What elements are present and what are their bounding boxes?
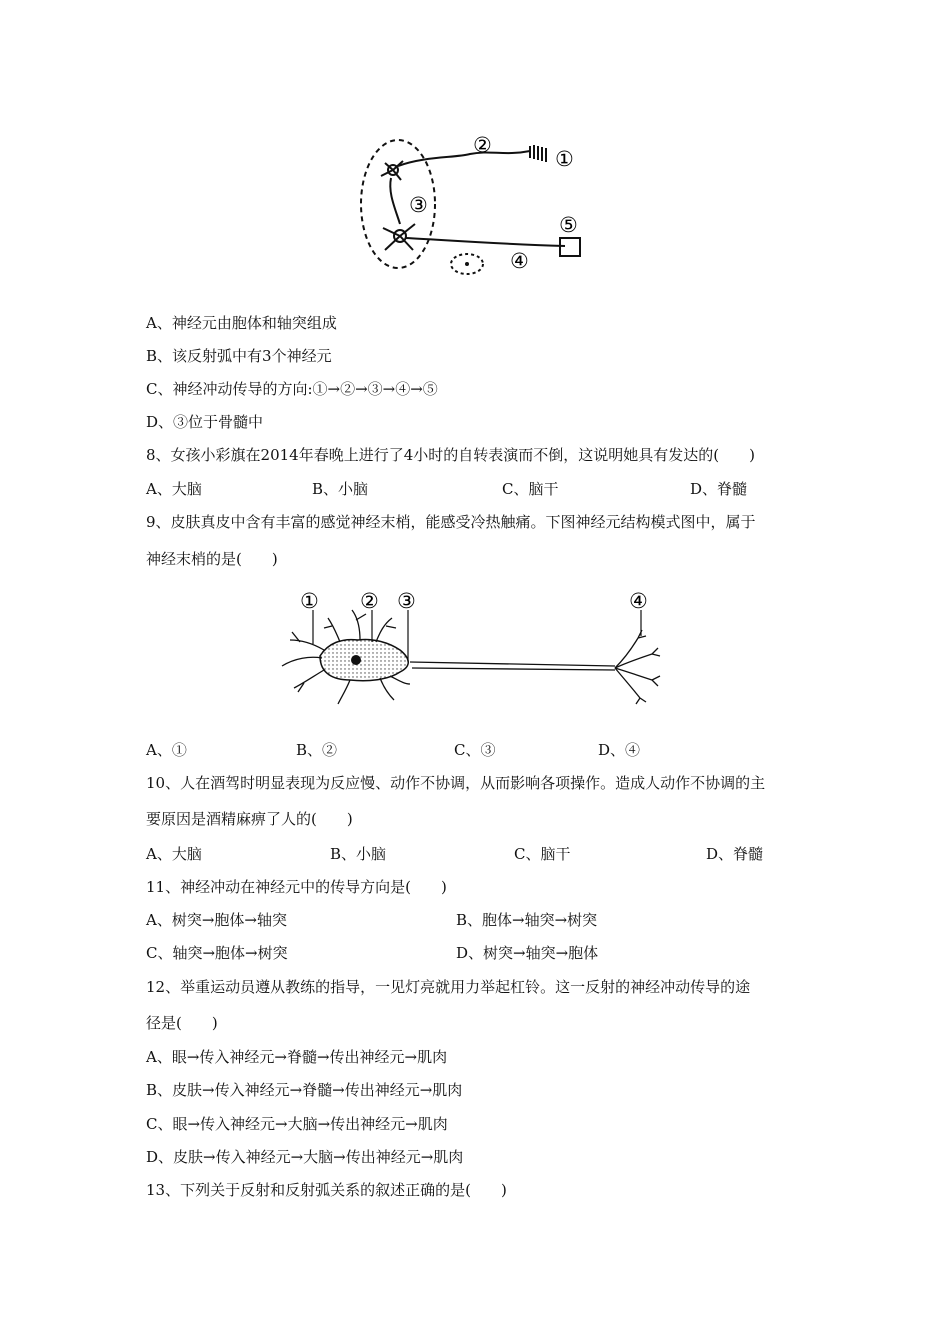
q10-option-c: C、脑干 [514,845,571,863]
q9-stem-line1: 9、皮肤真皮中含有丰富的感觉神经末梢，能感受冷热触痛。下图神经元结构模式图中，属于 [146,513,756,531]
q12-option-b: B、皮肤→传入神经元→脊髓→传出神经元→肌肉 [146,1081,463,1099]
neuron-label-3: ③ [397,589,416,613]
q7-option-d: D、③位于骨髓中 [146,413,264,431]
q11-option-c: C、轴突→胞体→树突 [146,944,288,962]
q9-option-c: C、③ [454,741,496,759]
q9-option-a: A、① [146,741,187,759]
label-3: ③ [409,193,428,217]
label-1: ① [555,147,574,171]
cell-body [320,639,408,680]
q11-stem: 11、神经冲动在神经元中的传导方向是( ) [146,878,447,896]
q8-option-c: C、脑干 [502,480,559,498]
q8-stem: 8、女孩小彩旗在2014年春晚上进行了4小时的自转表演而不倒，这说明她具有发达的( ) [146,446,755,464]
q9-option-b: B、② [296,741,338,759]
q7-option-c: C、神经冲动传导的方向:①→②→③→④→⑤ [146,380,438,398]
q10-option-b: B、小脑 [330,845,387,863]
q10-option-a: A、大脑 [146,845,202,863]
neuron-label-2: ② [360,589,379,613]
q11-option-a: A、树突→胞体→轴突 [146,911,287,929]
q9-stem-line2: 神经末梢的是( ) [146,550,278,568]
q12-option-c: C、眼→传入神经元→大脑→传出神经元→肌肉 [146,1115,448,1133]
label-4: ④ [510,249,529,273]
q11-option-d: D、树突→轴突→胞体 [456,944,599,962]
q9-option-d: D、④ [598,741,641,759]
q10-option-d: D、脊髓 [706,845,764,863]
receptor-mark [530,145,546,162]
q10-stem-line1: 10、人在酒驾时明显表现为反应慢、动作不协调，从而影响各项操作。造成人动作不协调的主 [146,774,766,792]
q12-option-a: A、眼→传入神经元→脊髓→传出神经元→肌肉 [146,1048,448,1066]
q12-stem-line2: 径是( ) [146,1014,218,1032]
neuron-figure [280,588,665,708]
q11-option-b: B、胞体→轴突→树突 [456,911,598,929]
effector-box [560,238,580,256]
q8-option-b: B、小脑 [312,480,369,498]
neuron-label-4: ④ [629,589,648,613]
neuron-label-1: ① [300,589,319,613]
q8-option-d: D、脊髓 [690,480,748,498]
label-5: ⑤ [559,213,578,237]
q7-option-a: A、神经元由胞体和轴突组成 [146,314,337,332]
q13-stem: 13、下列关于反射和反射弧关系的叙述正确的是( ) [146,1181,507,1199]
reflex-arc-figure [355,128,595,293]
q12-option-d: D、皮肤→传入神经元→大脑→传出神经元→肌肉 [146,1148,464,1166]
q12-stem-line1: 12、举重运动员遵从教练的指导，一见灯亮就用力举起杠铃。这一反射的神经冲动传导的途 [146,978,751,996]
q7-option-b: B、该反射弧中有3个神经元 [146,347,332,365]
label-2: ② [473,133,492,157]
q10-stem-line2: 要原因是酒精麻痹了人的( ) [146,810,353,828]
q8-option-a: A、大脑 [146,480,202,498]
nucleus [351,655,361,665]
